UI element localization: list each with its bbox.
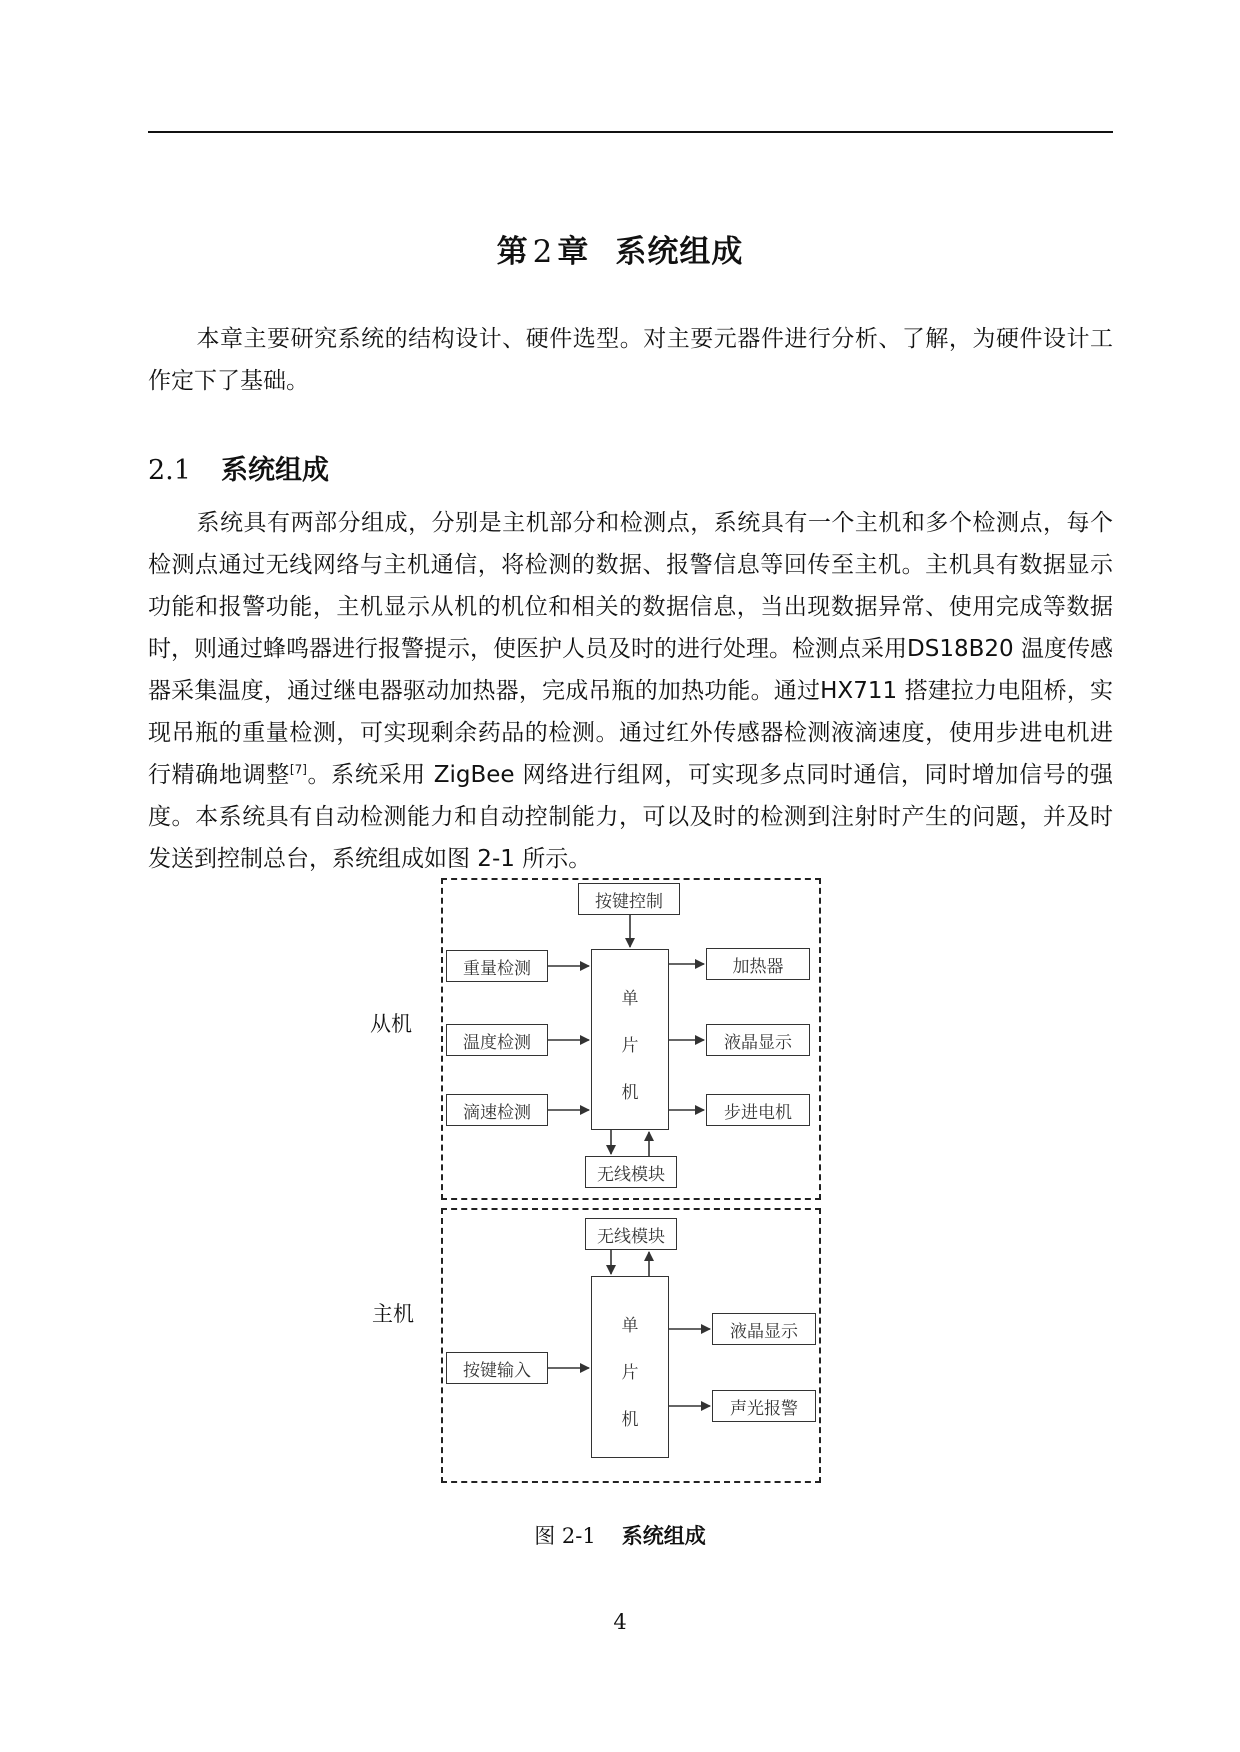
chapter-label-suffix: 章	[557, 234, 590, 270]
stepper-motor-block: 步进电机	[706, 1094, 810, 1126]
slave-label: 从机	[370, 1012, 412, 1036]
intro-text: 本章主要研究系统的结构设计、硬件选型。对主要元器件进行分析、了解，为硬件设计工作定下了基础。	[148, 326, 1113, 394]
temp-detect-block: 温度检测	[446, 1024, 548, 1056]
chapter-label-prefix: 第	[496, 234, 529, 270]
key-input-block: 按键输入	[446, 1352, 548, 1384]
figure-title: 系统组成	[621, 1524, 706, 1548]
master-mcu-char: 机	[621, 1410, 639, 1430]
master-wireless-block: 无线模块	[585, 1218, 677, 1250]
master-mcu-char: 单	[621, 1316, 639, 1336]
page-number: 4	[613, 1610, 627, 1634]
citation-ref: [7]	[289, 762, 307, 777]
key-control-block: 按键控制	[578, 883, 680, 915]
section-number: 2.1	[148, 455, 191, 486]
slave-lcd-block: 液晶显示	[706, 1024, 810, 1056]
slave-mcu-char: 单	[621, 989, 639, 1009]
slave-wireless-block: 无线模块	[585, 1156, 677, 1188]
chapter-number: 2	[532, 234, 554, 270]
drip-detect-block: 滴速检测	[446, 1094, 548, 1126]
master-lcd-block: 液晶显示	[712, 1313, 816, 1345]
body-text-end: 。系统采用 ZigBee 网络进行组网，可实现多点同时通信，同时增加信号的强度。本系统具有自动检测能力和自动控制能力，可以及时的检测到注射时产生的问题，并及时发送到控制总台，系统组成如图 2-1 所示。	[148, 762, 1114, 872]
figure-caption	[0, 1520, 1240, 1550]
chapter-name: 系统组成	[615, 234, 744, 270]
figure-number: 图 2-1	[534, 1524, 596, 1548]
body-text-main: 系统具有两部分组成，分别是主机部分和检测点，系统具有一个主机和多个检测点，每个检测点通过无线网络与主机通信，将检测的数据、报警信息等回传至主机。主机具有数据显示功能和报警功能，主机显示从机的机位和相关的数据信息，当出现数据异常、使用完成等数据时，则通过蜂鸣器进行报警提示，使医护人员及时的进行处理。检测点采用DS18B20 温度传感器采集温度，通过继电器驱动加热器，完成吊瓶的加热功能。通过HX711 搭建拉力电阻桥，实现吊瓶的重量检测，可实现剩余药品的检测。通过红外传感器检测液滴速度，使用步进电机进行精确地调整	[148, 510, 1113, 788]
alarm-block: 声光报警	[712, 1390, 816, 1422]
slave-mcu-char: 机	[621, 1083, 639, 1103]
weight-detect-block: 重量检测	[446, 950, 548, 982]
heater-block: 加热器	[706, 948, 810, 980]
section-name: 系统组成	[220, 455, 329, 486]
slave-mcu-char: 片	[621, 1036, 639, 1056]
master-mcu-char: 片	[621, 1363, 639, 1383]
master-label: 主机	[372, 1302, 414, 1326]
